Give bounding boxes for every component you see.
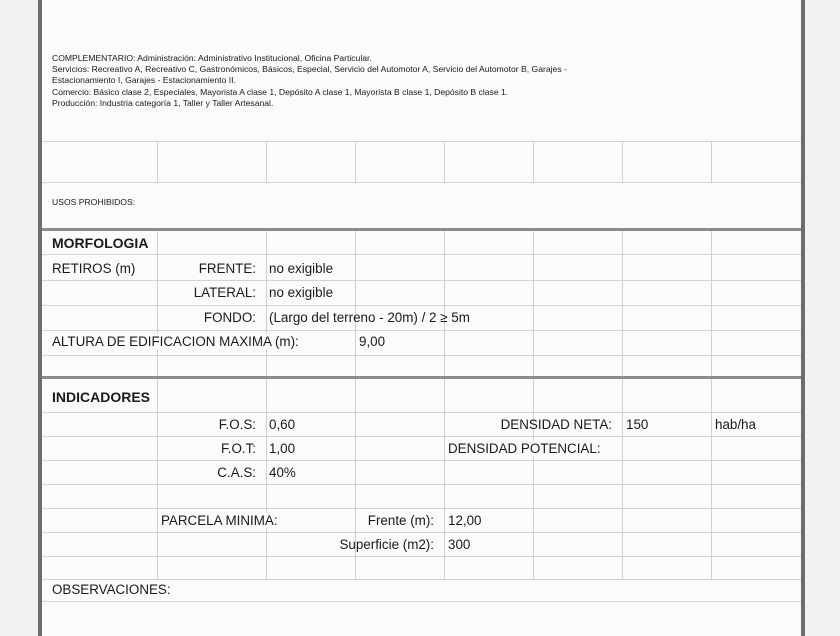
- col-divider: [533, 231, 534, 376]
- observaciones-label: OBSERVACIONES:: [52, 582, 171, 597]
- densidad-neta-value: 150: [626, 417, 649, 432]
- superficie-value: 300: [448, 537, 471, 552]
- altura-label: ALTURA DE EDIFICACION MAXIMA (m):: [52, 334, 305, 349]
- row-divider: [42, 436, 801, 437]
- usos-prohibidos-label: USOS PROHIBIDOS:: [52, 197, 136, 207]
- col-divider: [444, 231, 445, 376]
- col-divider: [355, 231, 356, 376]
- fot-value: 1,00: [269, 441, 296, 456]
- fos-value: 0,60: [269, 417, 296, 432]
- row-divider: [42, 556, 801, 557]
- lateral-value: no exigible: [269, 285, 334, 300]
- row-divider: [42, 141, 801, 142]
- complementario-line: Producción: Industria categoría 1, Taller y Taller Artesanal.: [52, 97, 274, 108]
- zoning-sheet: [38, 0, 805, 636]
- row-divider: [42, 412, 801, 413]
- section-separator: [42, 376, 801, 379]
- densidad-neta-label: DENSIDAD NETA:: [500, 417, 612, 432]
- row-divider: [42, 508, 801, 509]
- col-divider: [444, 379, 445, 579]
- cas-value: 40%: [269, 465, 296, 480]
- col-divider: [711, 141, 712, 182]
- cas-label: C.A.S:: [217, 465, 256, 480]
- complementario-line: Estacionamiento I, Garajes - Estacionamiento II.: [52, 75, 236, 86]
- complementario-line: Comercio: Básico clase 2, Especiales, Mayorista A clase 1, Depósito A clase 1, Mayorista B clase 1, Depósito B clase 1.: [52, 86, 509, 97]
- row-divider: [42, 484, 801, 485]
- col-divider: [711, 379, 712, 579]
- col-divider: [622, 141, 623, 182]
- col-divider: [266, 231, 267, 376]
- retiros-label: RETIROS (m): [52, 261, 136, 276]
- section-separator: [42, 228, 801, 231]
- lateral-label: LATERAL:: [193, 285, 256, 300]
- row-divider: [42, 601, 801, 602]
- col-divider: [157, 231, 158, 376]
- frente-label: FRENTE:: [198, 261, 256, 276]
- row-divider: [42, 579, 801, 580]
- row-divider: [42, 532, 801, 533]
- col-divider: [711, 231, 712, 376]
- col-divider: [157, 379, 158, 579]
- col-divider: [533, 379, 534, 579]
- densidad-potencial-label: DENSIDAD POTENCIAL:: [448, 441, 601, 456]
- row-divider: [42, 254, 801, 255]
- fot-label: F.O.T:: [221, 441, 256, 456]
- col-divider: [266, 141, 267, 182]
- col-divider: [266, 379, 267, 579]
- morfologia-title: MORFOLOGIA: [52, 235, 149, 251]
- parcela-frente-label: Frente (m):: [367, 513, 434, 528]
- complementario-line: COMPLEMENTARIO: Administración: Administrativo Institucional, Oficina Particular.: [52, 53, 372, 63]
- col-divider: [355, 141, 356, 182]
- col-divider: [157, 141, 158, 182]
- frente-value: no exigible: [269, 261, 334, 276]
- row-divider: [42, 280, 801, 281]
- row-divider: [42, 182, 801, 183]
- col-divider: [533, 141, 534, 182]
- row-divider: [42, 460, 801, 461]
- col-divider: [622, 231, 623, 376]
- complementario-block: [52, 53, 792, 109]
- col-divider: [622, 379, 623, 579]
- fondo-label: FONDO:: [203, 310, 256, 325]
- parcela-frente-value: 12,00: [448, 513, 482, 528]
- row-divider: [42, 330, 801, 331]
- fos-label: F.O.S:: [218, 417, 256, 432]
- fondo-value: (Largo del terreno - 20m) / 2 ≥ 5m: [269, 310, 470, 325]
- row-divider: [42, 355, 801, 356]
- parcela-minima-label: PARCELA MINIMA:: [161, 513, 282, 528]
- densidad-neta-unit: hab/ha: [715, 417, 756, 432]
- col-divider: [444, 141, 445, 182]
- superficie-label: Superficie (m2):: [339, 537, 434, 552]
- row-divider: [42, 305, 801, 306]
- indicadores-title: INDICADORES: [52, 389, 151, 405]
- complementario-line: Servicios: Recreativo A, Recreativo C, Gastronómicos, Básicos, Especial, Servicio del Automotor A, Servicio del Automotor B, Garajes -: [52, 64, 567, 75]
- altura-value: 9,00: [359, 334, 386, 349]
